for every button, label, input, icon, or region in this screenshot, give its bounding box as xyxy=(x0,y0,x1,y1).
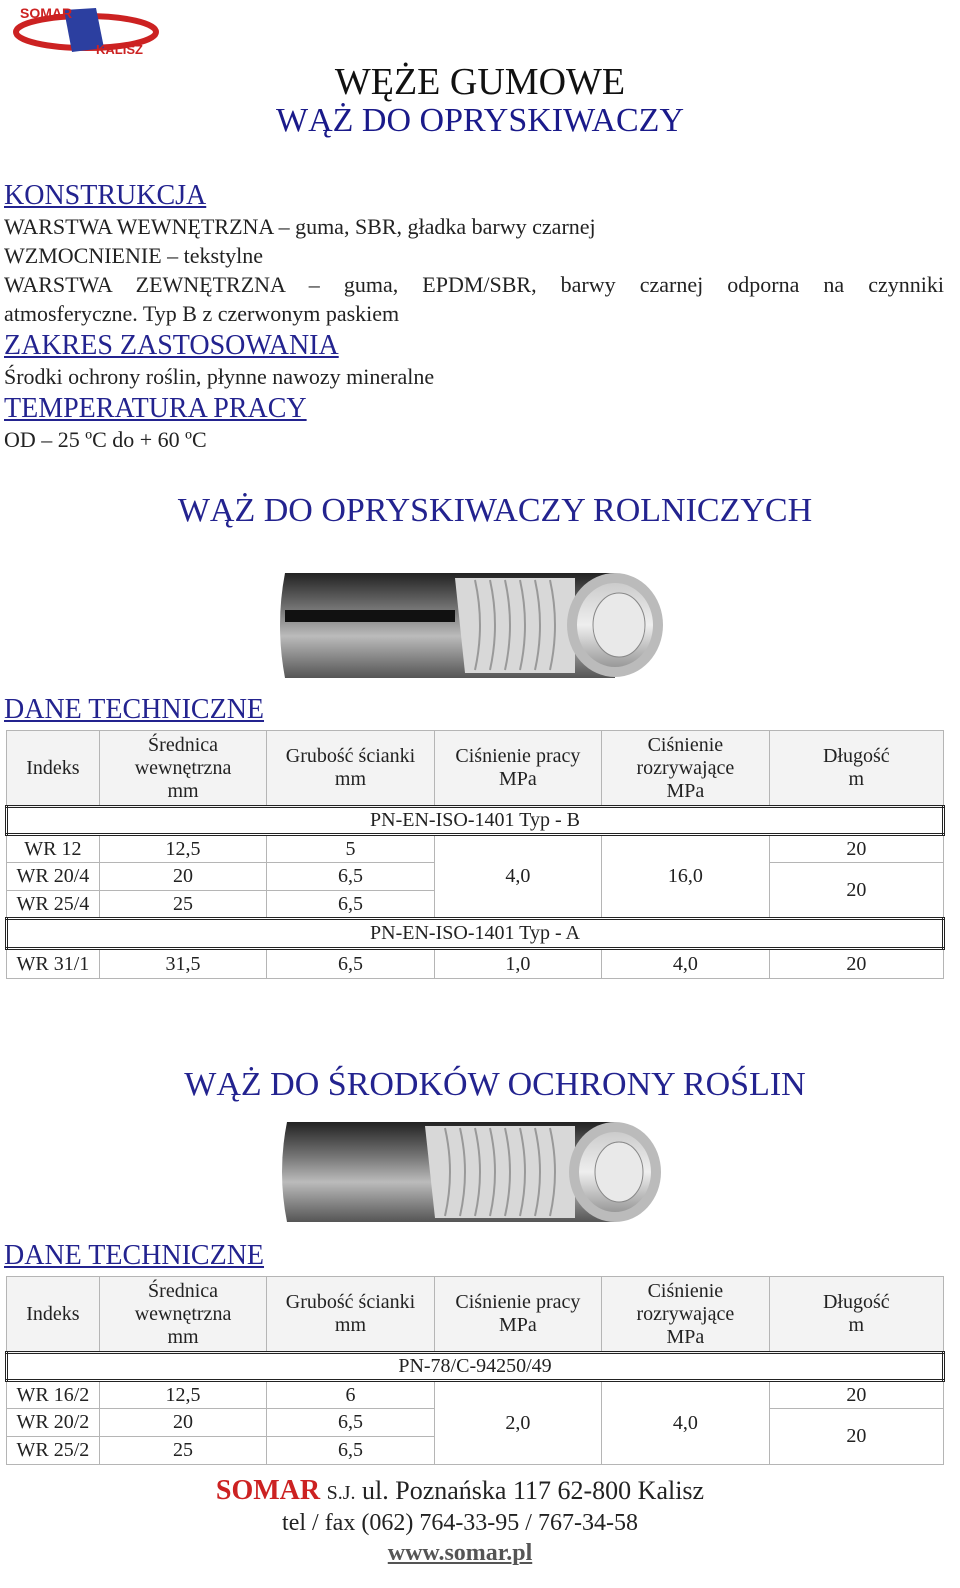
temperatura-text: OD – 25 ºC do + 60 ºC xyxy=(4,427,207,452)
col-header-cisnienie-rozrywajace: Ciśnienie rozrywające MPa xyxy=(602,731,770,807)
footer-address-text: ul. Poznańska 117 62-800 Kalisz xyxy=(362,1476,705,1505)
konstrukcja-line: WARSTWA WEWNĘTRZNA – guma, SBR, gładka barwy czarnej xyxy=(4,214,596,239)
spec-table-2 xyxy=(5,1276,945,1465)
cell-diam: 20 xyxy=(99,863,267,891)
logo-text-top: SOMAR xyxy=(20,5,73,21)
cell-index: WR 20/2 xyxy=(7,1409,100,1437)
product2-heading: WĄŻ DO ŚRODKÓW OCHRONY ROŚLIN xyxy=(184,1066,806,1103)
col-header-cisnienie-pracy: Ciśnienie pracy MPa xyxy=(434,731,601,807)
col-header-grubosc: Grubość ścianki mm xyxy=(267,731,434,807)
cell-diam: 31,5 xyxy=(99,949,267,979)
cell-index: WR 20/4 xyxy=(7,863,100,891)
col-header-srednica: Średnica wewnętrzna mm xyxy=(99,1277,267,1353)
footer-address xyxy=(0,1475,920,1507)
cell-wall: 6,5 xyxy=(267,1409,434,1437)
cell-wall: 5 xyxy=(267,835,434,863)
col-header-cisnienie-pracy: Ciśnienie pracy MPa xyxy=(434,1277,601,1353)
product1-heading: WĄŻ DO OPRYSKIWACZY ROLNICZYCH xyxy=(177,492,813,529)
cell-burst: 16,0 xyxy=(602,835,770,919)
dane-techniczne-2: DANE TECHNICZNE xyxy=(4,1240,265,1271)
table-row xyxy=(7,835,944,863)
cell-diam: 25 xyxy=(99,1437,267,1465)
cell-index: WR 16/2 xyxy=(7,1381,100,1409)
col-header-indeks: Indeks xyxy=(7,731,100,807)
somar-logo xyxy=(12,4,168,58)
hose-image-2 xyxy=(275,1112,675,1230)
norm-row-b: PN-EN-ISO-1401 Typ - B xyxy=(7,807,944,835)
cell-index: WR 12 xyxy=(7,835,100,863)
cell-length: 20 xyxy=(769,1381,943,1409)
cell-wall: 6,5 xyxy=(267,891,434,919)
cell-length: 20 xyxy=(769,863,943,919)
cell-length: 20 xyxy=(769,949,943,979)
cell-diam: 25 xyxy=(99,891,267,919)
col-header-dlugosc: Długość m xyxy=(769,731,943,807)
footer-phone: tel / fax (062) 764-33-95 / 767-34-58 xyxy=(282,1510,638,1536)
cell-burst: 4,0 xyxy=(602,949,770,979)
footer-sj: S.J. xyxy=(326,1482,356,1504)
konstrukcja-heading: KONSTRUKCJA xyxy=(4,180,207,211)
cell-diam: 12,5 xyxy=(99,835,267,863)
cell-index: WR 25/4 xyxy=(7,891,100,919)
cell-pressure: 2,0 xyxy=(434,1381,601,1465)
table-row xyxy=(7,1381,944,1409)
konstrukcja-line: WZMOCNIENIE – tekstylne xyxy=(4,243,264,268)
zakres-heading: ZAKRES ZASTOSOWANIA xyxy=(4,330,339,361)
cell-index: WR 31/1 xyxy=(7,949,100,979)
cell-diam: 12,5 xyxy=(99,1381,267,1409)
col-header-grubosc: Grubość ścianki mm xyxy=(267,1277,434,1353)
cell-wall: 6,5 xyxy=(267,863,434,891)
table-row xyxy=(7,949,944,979)
col-header-dlugosc: Długość m xyxy=(769,1277,943,1353)
norm-row-a: PN-EN-ISO-1401 Typ - A xyxy=(7,919,944,949)
logo-text-bottom: KALISZ xyxy=(96,42,143,57)
cell-pressure: 4,0 xyxy=(434,835,601,919)
cell-index: WR 25/2 xyxy=(7,1437,100,1465)
spec-table-1 xyxy=(5,730,945,979)
cell-wall: 6 xyxy=(267,1381,434,1409)
konstrukcja-line: atmosferyczne. Typ B z czerwonym paskiem xyxy=(4,301,400,326)
page-subtitle: WĄŻ DO OPRYSKIWACZY xyxy=(276,102,684,139)
hose-image-1 xyxy=(275,558,675,688)
cell-pressure: 1,0 xyxy=(434,949,601,979)
cell-length: 20 xyxy=(769,835,943,863)
col-header-cisnienie-rozrywajace: Ciśnienie rozrywające MPa xyxy=(602,1277,770,1353)
cell-diam: 20 xyxy=(99,1409,267,1437)
col-header-srednica: Średnica wewnętrzna mm xyxy=(99,731,267,807)
cell-length: 20 xyxy=(769,1409,943,1465)
cell-wall: 6,5 xyxy=(267,1437,434,1465)
konstrukcja-line: WARSTWA ZEWNĘTRZNA – guma, EPDM/SBR, barwy czarnej odporna na czynniki xyxy=(4,272,944,297)
page-title: WĘŻE GUMOWE xyxy=(334,61,626,103)
cell-wall: 6,5 xyxy=(267,949,434,979)
temperatura-heading: TEMPERATURA PRACY xyxy=(4,393,307,424)
col-header-indeks: Indeks xyxy=(7,1277,100,1353)
cell-burst: 4,0 xyxy=(602,1381,770,1465)
footer-brand: SOMAR xyxy=(215,1475,321,1506)
dane-techniczne-1: DANE TECHNICZNE xyxy=(4,694,265,725)
footer-website-link[interactable]: www.somar.pl xyxy=(387,1540,533,1566)
norm-row: PN-78/C-94250/49 xyxy=(7,1353,944,1381)
zakres-text: Środki ochrony roślin, płynne nawozy mineralne xyxy=(4,364,435,389)
